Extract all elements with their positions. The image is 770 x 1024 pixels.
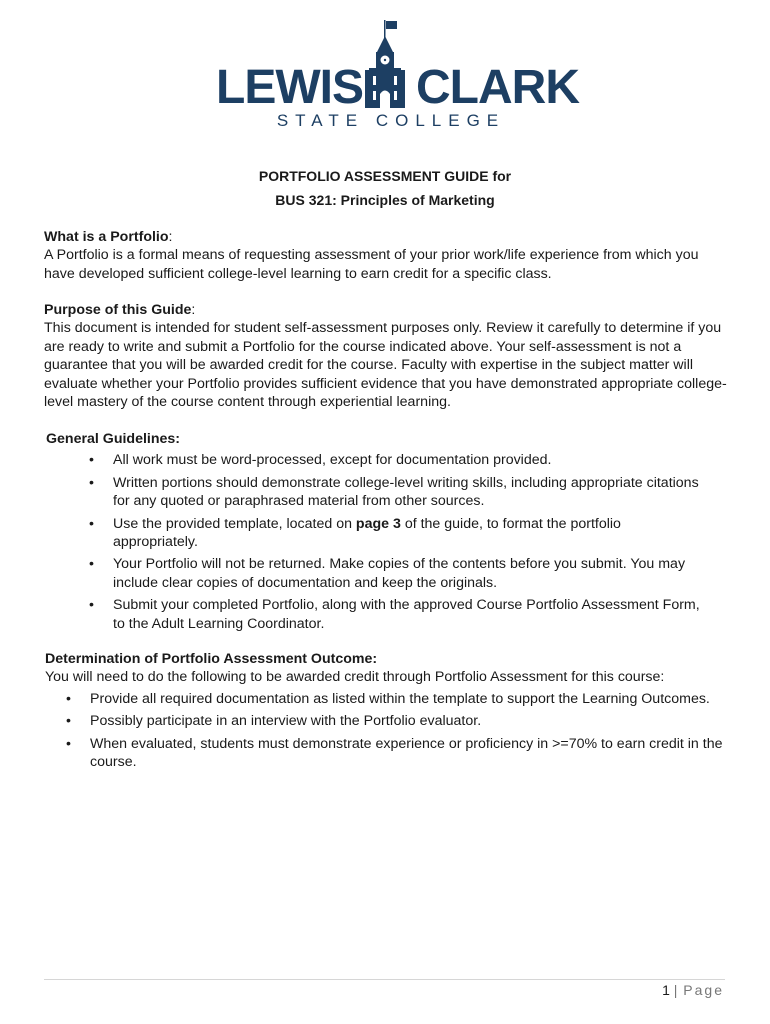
section-determination: [45, 650, 730, 775]
list-item-text: Use the provided template, located on: [113, 515, 356, 532]
page-separator: |: [673, 982, 680, 998]
section-guidelines: [46, 430, 731, 637]
section-heading-guidelines: General Guidelines:: [46, 431, 181, 447]
section-heading-determination: Determination of Portfolio Assessment Outcome:: [45, 651, 378, 667]
page-label: Page: [683, 982, 724, 998]
page-number: 1: [662, 982, 670, 998]
footer-divider: [44, 979, 725, 980]
determination-list: [90, 690, 730, 772]
logo-subtitle: STATE COLLEGE: [276, 111, 506, 130]
list-item: • When evaluated, students must demonstrate experience or proficiency in >=70% to earn credit in the course.: [90, 735, 730, 772]
list-item-text: of the guide, to format the portfolio appropriately.: [113, 515, 621, 551]
list-item: • Possibly participate in an interview with the Portfolio evaluator.: [90, 712, 730, 730]
section-heading-what-is: What is a Portfolio: [44, 229, 169, 245]
page-reference: page 3: [355, 515, 401, 532]
determination-intro: You will need to do the following to be awarded credit through Portfolio Assessment for this course:: [45, 669, 665, 686]
heading-colon: :: [168, 229, 173, 245]
purpose-text: This document is intended for student self-assessment purposes only. Review it carefully to determine if you are ready to write and submit a Portfolio for the course indicated above. Your self-assessment is not a guarantee that you will be awarded credit for the course. Faculty with expertise in the subject matter will evaluate whether your Portfolio provides sufficient evidence that you have demonstrated appropriate college-level mastery of the course content through experiential learning.: [44, 320, 727, 411]
list-item: • Written portions should demonstrate college-level writing skills, including appropriate citations for any quoted or paraphrased material from other sources.: [113, 474, 703, 511]
list-item: [113, 515, 703, 552]
list-item: • Submit your completed Portfolio, along with the approved Course Portfolio Assessment Form, to the Adult Learning Coordinator.: [113, 596, 703, 633]
section-heading-purpose: Purpose of this Guide: [44, 302, 192, 318]
document-title: PORTFOLIO ASSESSMENT GUIDE for: [258, 168, 512, 184]
what-is-text: A Portfolio is a formal means of requesting assessment of your prior work/life experience from which you have developed sufficient college-level learning to earn credit for a specific class.: [44, 247, 699, 282]
clock-tower-icon: [361, 18, 409, 110]
heading-colon: :: [191, 302, 196, 318]
course-title: BUS 321: Principles of Marketing: [275, 192, 495, 208]
list-item: • All work must be word-processed, except for documentation provided.: [113, 451, 703, 469]
list-item: • Provide all required documentation as listed within the template to support the Learning Outcomes.: [90, 690, 730, 708]
section-what-is: [44, 228, 729, 283]
section-purpose: [44, 301, 729, 411]
college-logo: [0, 18, 770, 138]
logo-word-right: CLARK: [416, 61, 579, 114]
guidelines-list: [113, 451, 703, 633]
page-footer: [662, 982, 724, 998]
logo-word-left: LEWIS: [216, 61, 363, 114]
list-item: • Your Portfolio will not be returned. Make copies of the contents before you submit. You may include clear copies of documentation and keep the originals.: [113, 555, 703, 592]
